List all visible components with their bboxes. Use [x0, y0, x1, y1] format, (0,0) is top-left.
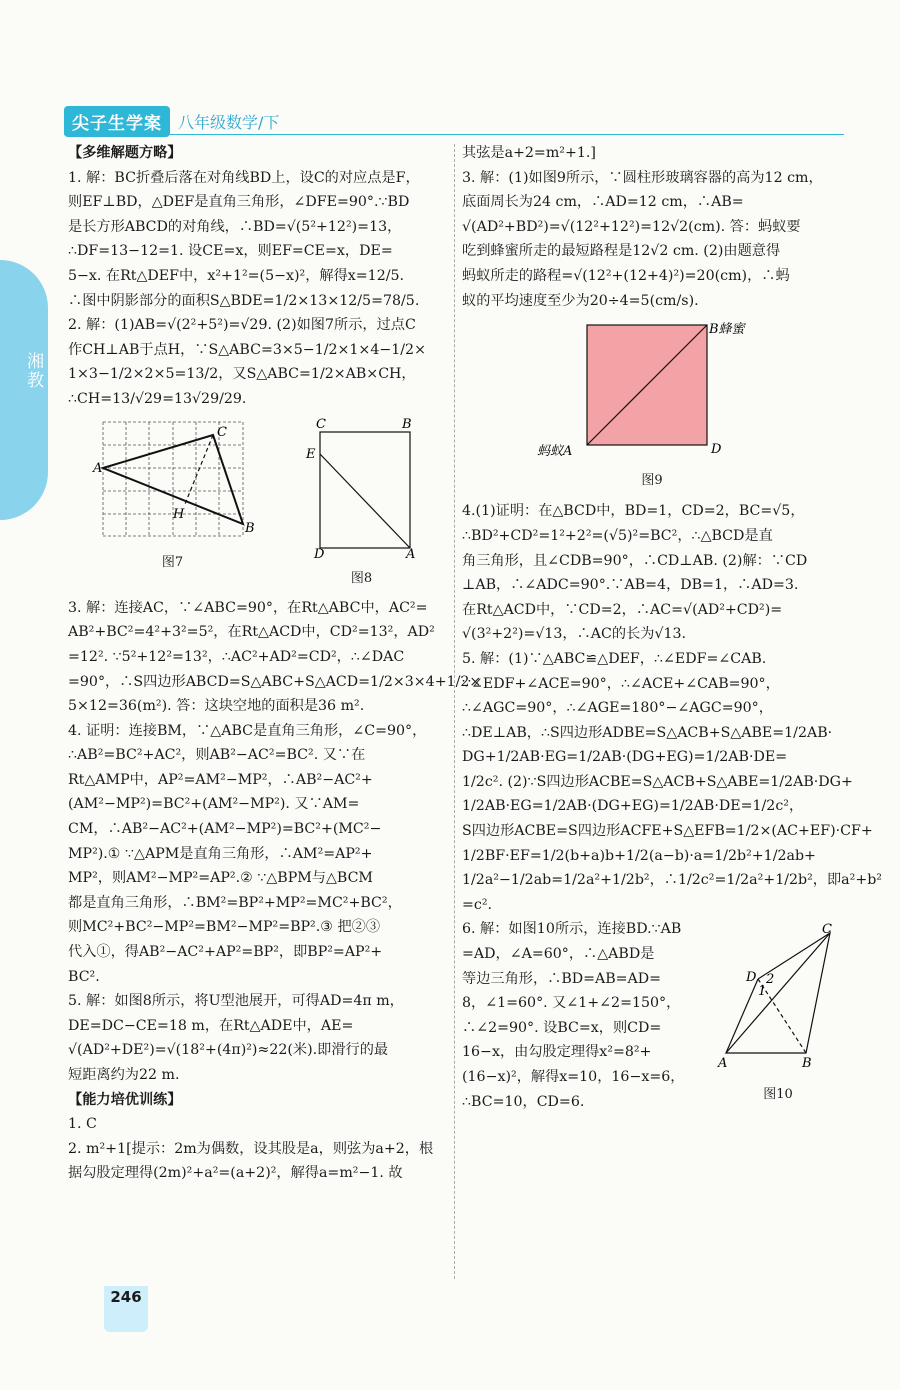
text-line: 1/2AB·EG=1/2AB·(DG+EG)=1/2AB·DE=1/2c²， [462, 798, 804, 815]
text-line: 2. 解：(1)AB=√(2²+5²)=√29. (2)如图7所示，过点C [68, 317, 416, 334]
text-line: ∵∠EDF+∠ACE=90°，∴∠ACE+∠CAB=90°， [462, 675, 780, 692]
text-line: √(AD²+DE²)=√(18²+(4π)²)≈22(米).即滑行的最 [68, 1042, 389, 1059]
text-line: 等边三角形，∴BD=AB=AD= [462, 970, 662, 987]
text-line: 底面周长为24 cm，∴AD=12 cm，∴AB= [462, 194, 744, 211]
page-header [64, 106, 279, 136]
text-line: AB²+BC²=4²+3²=5²，在Rt△ACD中，CD²=13²，AD² [68, 624, 435, 641]
svg-text:C: C [216, 424, 227, 440]
text-line: 5×12=36(m²). 答：这块空地的面积是36 m². [68, 698, 365, 715]
svg-text:H: H [172, 506, 184, 522]
left-block-b [68, 596, 482, 1088]
text-line: =AD，∠A=60°，∴△ABD是 [462, 946, 655, 963]
sidebar-tab [0, 260, 48, 520]
svg-text:B: B [802, 1056, 812, 1072]
text-line: 1/2c². (2)∵S四边形ACBE=S△ACB+S△ABE=1/2AB·DG+ [462, 773, 853, 790]
svg-text:A: A [92, 460, 102, 476]
text-line: 则EF⊥BD，△DEF是直角三角形，∠DFE=90°.∵BD [68, 194, 410, 211]
text-line: 1. 解：BC折叠后落在对角线BD上，设C的对应点是F， [68, 169, 420, 186]
fig9-bottom-right-label: D [711, 442, 722, 458]
right-block-b [462, 499, 882, 917]
text-line: ∴BD²+CD²=1²+2²=(√5)²=BC²，∴△BCD是直 [462, 527, 773, 544]
svg-text:D: D [746, 970, 757, 986]
svg-text:E: E [305, 446, 315, 462]
left-block-a [68, 166, 446, 412]
right-column [462, 141, 882, 1114]
left-column [68, 141, 482, 1186]
svg-text:A: A [405, 546, 415, 562]
text-line: =90°，∴S四边形ABCD=S△ABC+S△ACD=1/2×3×4+1/2× [68, 673, 482, 690]
text-line: 蚂蚁所走的路程=√(12²+(12+4)²)=20(cm)，∴蚂 [462, 267, 790, 284]
text-line: 5−x. 在Rt△DEF中，x²+1²=(5−x)²，解得x=12/5. [68, 267, 405, 284]
text-line: 6. 解：如图10所示，连接BD.∵AB [462, 921, 682, 938]
text-line: BC². [68, 968, 100, 985]
text-line: 据勾股定理得(2m)²+a²=(a+2)²，解得a=m²−1. 故 [68, 1165, 403, 1182]
text-line: 都是直角三角形，∴BM²=BP²+MP²=MC²+BC²， [68, 894, 402, 911]
figure-7 [93, 418, 253, 576]
text-line: 蚁的平均速度至少为20÷4=5(cm/s). [462, 292, 699, 309]
text-line: DE=DC−CE=18 m，在Rt△ADE中，AE= [68, 1017, 354, 1034]
text-line: 2. m²+1[提示：2m为偶数，设其股是a，则弦为a+2，根 [68, 1140, 434, 1157]
text-line: ∴∠AGC=90°，∴∠AGE=180°−∠AGC=90°， [462, 700, 773, 717]
text-line: 是长方形ABCD的对角线，∴BD=√(5²+12²)=13， [68, 218, 402, 235]
text-line: ∴CH=13/√29=13√29/29. [68, 390, 247, 407]
fig9-top-label: B蜂蜜 [709, 322, 745, 338]
text-line: ∴DF=13−12=1. 设CE=x，则EF=CE=x，DE= [68, 243, 393, 260]
text-line: 8，∠1=60°. 又∠1+∠2=150°， [462, 995, 681, 1012]
figure-9-caption: 图9 [641, 472, 663, 488]
question-6-text [462, 917, 718, 1114]
text-line: CM，∴AB²−AC²+(AM²−MP²)=BC²+(MC²− [68, 821, 382, 838]
text-line: 5. 解：(1)∵△ABC≌△DEF，∴∠EDF=∠CAB. [462, 650, 767, 667]
left-block-c [68, 1112, 446, 1186]
figures-7-8 [68, 418, 446, 592]
text-line: 4. 证明：连接BM，∵△ABC是直角三角形，∠C=90°， [68, 722, 427, 739]
text-line: √(AD²+BD²)=√(12²+12²)=12√2(cm). 答：蚂蚁要 [462, 218, 801, 235]
text-line: 3. 解：连接AC，∵∠ABC=90°，在Rt△ABC中，AC²= [68, 599, 428, 616]
page-number: 246 [104, 1286, 148, 1332]
right-block-a [462, 141, 842, 313]
sidebar-label: 湘教 [23, 352, 43, 390]
svg-text:B: B [401, 416, 412, 432]
text-line: ∴∠2=90°. 设BC=x，则CD= [462, 1019, 662, 1036]
text-line: MP²，则AM²−MP²=AP².② ∵△BPM与△BCM [68, 870, 373, 887]
text-line: 代入①，得AB²−AC²+AP²=BP²，即BP²=AP²+ [68, 944, 383, 961]
text-line: √(3²+2²)=√13，∴AC的长为√13. [462, 626, 687, 643]
text-line: 1. C [68, 1116, 97, 1133]
section-heading: 【能力培优训练】 [68, 1091, 182, 1108]
header-subtitle: 八年级数学/下 [178, 112, 280, 132]
figure-10 [718, 917, 838, 1114]
text-line: 3. 解：(1)如图9所示，∵圆柱形玻璃容器的高为12 cm， [462, 169, 823, 186]
text-line: =c². [462, 896, 493, 913]
text-line: 1/2a²−1/2ab=1/2a²+1/2b²，∴1/2c²=1/2a²+1/2b²，即a²+b² [462, 872, 882, 889]
figure-10-diagram [718, 923, 838, 1073]
text-line: 16−x，由勾股定理得x²=8²+ [462, 1044, 652, 1061]
text-line: 1×3−1/2×2×5=13/2，又S△ABC=1/2×AB×CH， [68, 366, 416, 383]
figure-8-diagram [302, 416, 422, 562]
svg-text:B: B [244, 520, 255, 536]
svg-text:D: D [313, 546, 324, 562]
text-line: 4.(1)证明：在△BCD中，BD=1，CD=2，BC=√5， [462, 503, 805, 520]
svg-text:A: A [718, 1056, 728, 1072]
text-line: 吃到蜂蜜所走的最短路程是12√2 cm. (2)由题意得 [462, 243, 781, 260]
svg-text:C: C [822, 922, 832, 938]
text-line: ∴BC=10，CD=6. [462, 1093, 585, 1110]
svg-text:C: C [315, 416, 326, 432]
svg-text:2: 2 [766, 972, 775, 988]
text-line: 其弦是a+2=m²+1.] [462, 145, 596, 161]
text-line: ∴图中阴影部分的面积S△BDE=1/2×13×12/5=78/5. [68, 292, 420, 309]
text-line: ∴DE⊥AB，∴S四边形ADBE=S△ACB+S△ABE=1/2AB· [462, 724, 833, 741]
text-line: ∴AB²=BC²+AC²，则AB²−AC²=BC². 又∵在 [68, 747, 366, 764]
text-line: DG+1/2AB·EG=1/2AB·(DG+EG)=1/2AB·DE= [462, 749, 788, 766]
figure-9 [462, 319, 842, 493]
text-line: S四边形ACBE=S四边形ACFE+S△EFB=1/2×(AC+EF)·CF+ [462, 823, 873, 840]
column-divider [454, 144, 455, 1279]
text-line: ⊥AB，∴∠ADC=90°.∵AB=4，DB=1，∴AD=3. [462, 577, 799, 594]
text-line: 则MC²+BC²−MP²=BM²−MP²=BP².③ 把②③ [68, 919, 381, 936]
figure-10-caption: 图10 [763, 1087, 793, 1103]
figure-7-caption: 图7 [161, 555, 184, 571]
brand-title: 尖子生学案 [64, 106, 170, 137]
figure-9-diagram [537, 319, 767, 459]
text-line: MP²).① ∵△APM是直角三角形，∴AM²=AP²+ [68, 845, 373, 862]
text-line: 1/2BF·EF=1/2(b+a)b+1/2(a−b)·a=1/2b²+1/2ab+ [462, 847, 816, 864]
text-line: 作CH⊥AB于点H，∵S△ABC=3×5−1/2×1×4−1/2× [68, 341, 426, 358]
text-line: =12². ∵5²+12²=13²，∴AC²+AD²=CD²，∴∠DAC [68, 648, 405, 665]
text-line: 在Rt△ACD中，∵CD=2，∴AC=√(AD²+CD²)= [462, 601, 783, 618]
figure-7-diagram [93, 418, 253, 542]
header-rule [64, 134, 844, 135]
text-line: 5. 解：如图8所示，将U型池展开，可得AD=4π m， [68, 993, 404, 1010]
fig9-bottom-left-label: 蚂蚁A [537, 444, 573, 460]
text-line: (16−x)²，解得x=10，16−x=6， [462, 1069, 685, 1085]
text-line: 短距离约为22 m. [68, 1067, 180, 1083]
text-line: (AM²−MP²)=BC²+(AM²−MP²). 又∵AM= [68, 796, 360, 813]
question-6 [462, 917, 842, 1114]
figure-8 [302, 418, 422, 592]
text-line: Rt△AMP中，AP²=AM²−MP²，∴AB²−AC²+ [68, 771, 373, 788]
section-heading: 【多维解题方略】 [68, 145, 182, 161]
text-line: 角三角形，且∠CDB=90°，∴CD⊥AB. (2)解：∵CD [462, 552, 808, 569]
svg-text:1: 1 [758, 984, 767, 1000]
figure-8-caption: 图8 [350, 571, 373, 587]
